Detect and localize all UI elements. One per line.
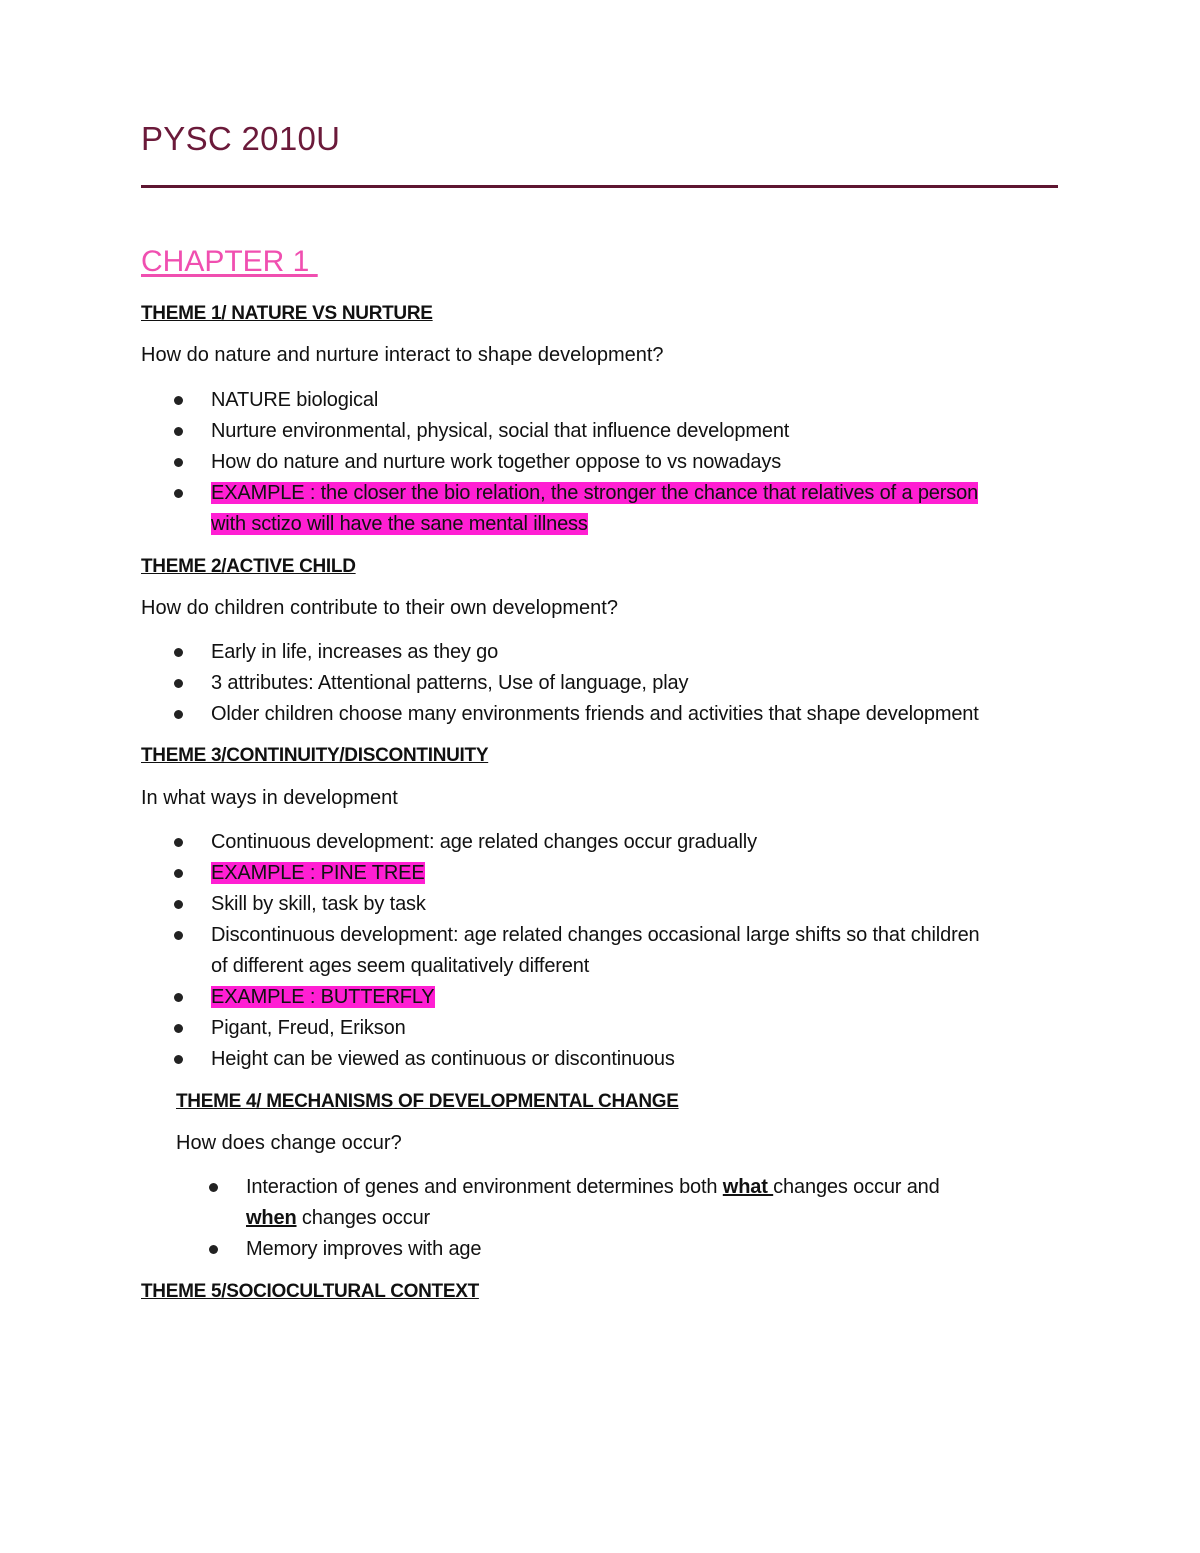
list-item: NATURE biological	[141, 385, 978, 416]
list-item: Height can be viewed as continuous or discontinuous	[141, 1044, 980, 1075]
list-item-example	[141, 478, 978, 540]
theme2-heading: THEME 2/ACTIVE CHILD	[141, 556, 356, 577]
bullet-icon	[209, 1183, 218, 1192]
emphasis-what: what	[722, 1176, 774, 1198]
list-item: How do nature and nurture work together oppose to vs nowadays	[141, 447, 978, 478]
list-item-example	[141, 982, 980, 1013]
list-item: Nurture environmental, physical, social that influence development	[141, 416, 978, 447]
theme4-heading: THEME 4/ MECHANISMS OF DEVELOPMENTAL CHANGE	[176, 1091, 679, 1112]
list-item-example	[141, 858, 980, 889]
highlighted-example: with sctizo will have the sane mental illness	[211, 513, 588, 535]
highlighted-example: EXAMPLE : PINE TREE	[211, 862, 425, 884]
bullet-icon	[174, 1024, 183, 1033]
theme3-heading: THEME 3/CONTINUITY/DISCONTINUITY	[141, 745, 489, 766]
bullet-icon	[174, 931, 183, 940]
bullet-icon	[174, 1055, 183, 1064]
bullet-icon	[174, 458, 183, 467]
theme1-question: How do nature and nurture interact to shape development?	[141, 344, 664, 366]
theme2-list	[141, 637, 979, 730]
theme3-list	[141, 827, 980, 1075]
theme4-list	[176, 1172, 940, 1265]
document-title: PYSC 2010U	[141, 120, 341, 157]
highlighted-example: EXAMPLE : BUTTERFLY	[211, 986, 435, 1008]
emphasis-when: when	[246, 1207, 297, 1229]
bullet-icon	[174, 993, 183, 1002]
list-item: Discontinuous development: age related changes occasional large shifts so that children of different ages seem qualitatively different	[141, 920, 980, 982]
bullet-icon	[209, 1245, 218, 1254]
highlighted-example: EXAMPLE : the closer the bio relation, the stronger the chance that relatives of a person	[211, 482, 979, 504]
chapter-heading: CHAPTER 1	[141, 245, 318, 278]
theme1-list	[141, 385, 978, 540]
bullet-icon	[174, 900, 183, 909]
bullet-icon	[174, 838, 183, 847]
list-item: Pigant, Freud, Erikson	[141, 1013, 980, 1044]
list-item: Skill by skill, task by task	[141, 889, 980, 920]
theme3-question: In what ways in development	[141, 787, 398, 809]
bullet-icon	[174, 489, 183, 498]
theme5-heading: THEME 5/SOCIOCULTURAL CONTEXT	[141, 1281, 479, 1302]
title-divider	[141, 185, 1058, 188]
list-item: Older children choose many environments friends and activities that shape development	[141, 699, 979, 730]
list-item: Memory improves with age	[176, 1234, 940, 1265]
list-item: Early in life, increases as they go	[141, 637, 979, 668]
theme2-question: How do children contribute to their own development?	[141, 597, 618, 619]
bullet-icon	[174, 710, 183, 719]
theme4-question: How does change occur?	[176, 1132, 402, 1154]
bullet-icon	[174, 427, 183, 436]
list-item: Interaction of genes and environment determines both what changes occur and when changes occur	[176, 1172, 940, 1234]
list-item: 3 attributes: Attentional patterns, Use of language, play	[141, 668, 979, 699]
bullet-icon	[174, 679, 183, 688]
bullet-icon	[174, 396, 183, 405]
bullet-icon	[174, 869, 183, 878]
theme1-heading: THEME 1/ NATURE VS NURTURE	[141, 303, 433, 324]
list-item: Continuous development: age related changes occur gradually	[141, 827, 980, 858]
bullet-icon	[174, 648, 183, 657]
